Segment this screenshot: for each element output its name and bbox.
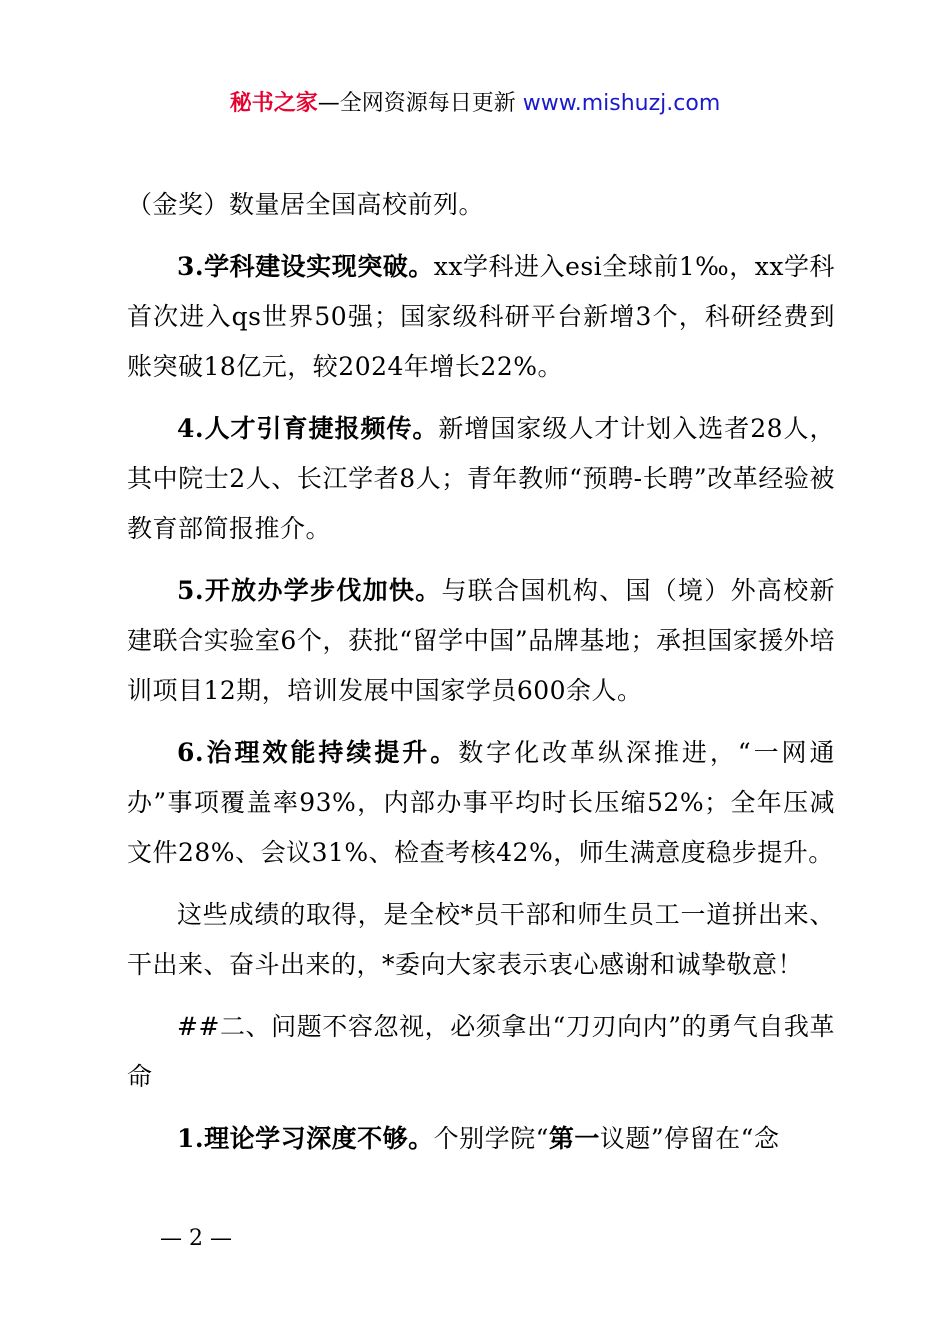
paragraph-heading: 5.开放办学步伐加快。 xyxy=(177,576,442,605)
site-watermark-header xyxy=(0,88,950,120)
paragraph-theory-study xyxy=(127,1114,835,1164)
paragraph-text: 新增国家级人才计划入选者28人，其中院士2人、长江学者8人；青年教师“预聘-长聘”改革经验被教育部简报推介。 xyxy=(127,414,835,543)
page-number: — 2 — xyxy=(160,1226,232,1251)
paragraph-heading: 6.治理效能持续提升。 xyxy=(177,738,459,767)
paragraph-text: 这些成绩的取得，是全校*员干部和师生员工一道拼出来、干出来、奋斗出来的，*委向大家表示衷心感谢和诚挚敬意！ xyxy=(127,900,835,979)
document-body xyxy=(127,180,835,1164)
paragraph-text: xx学科进入esi全球前1‰，xx学科首次进入qs世界50强；国家级科研平台新增3个，科研经费到账突破18亿元，较2024年增长22%。 xyxy=(127,252,835,381)
brand-name: 秘书之家 xyxy=(229,91,318,116)
paragraph-open-education xyxy=(127,566,835,716)
paragraph-heading: 1.理论学习深度不够。 xyxy=(177,1124,434,1153)
paragraph-text: 数字化改革纵深推进，“一网通办”事项覆盖率93%，内部办事平均时长压缩52%；全年压减文件28%、会议31%、检查考核42%，师生满意度稳步提升。 xyxy=(127,738,835,867)
paragraph-text: 个别学院“ xyxy=(433,1124,549,1153)
paragraph-governance xyxy=(127,728,835,878)
paragraph-text: （金奖）数量居全国高校前列。 xyxy=(127,190,485,219)
section-heading-text: ##二、问题不容忽视，必须拿出“刀刃向内”的勇气自我革命 xyxy=(127,1012,835,1091)
header-url: www.mishuzj.com xyxy=(522,91,721,116)
paragraph-continuation xyxy=(127,180,835,230)
header-tagline: —全网资源每日更新 xyxy=(317,91,523,116)
paragraph-emphasis: 第一 xyxy=(548,1124,600,1153)
paragraph-heading: 3.学科建设实现突破。 xyxy=(177,252,434,281)
paragraph-discipline-construction xyxy=(127,242,835,392)
section-heading xyxy=(127,1002,835,1102)
paragraph-acknowledgement xyxy=(127,890,835,990)
paragraph-text: 与联合国机构、国（境）外高校新建联合实验室6个，获批“留学中国”品牌基地；承担国家援外培训项目12期，培训发展中国家学员600余人。 xyxy=(127,576,835,705)
paragraph-talent-recruitment xyxy=(127,404,835,554)
paragraph-text: 议题”停留在“念 xyxy=(599,1124,780,1153)
paragraph-heading: 4.人才引育捷报频传。 xyxy=(177,414,439,443)
